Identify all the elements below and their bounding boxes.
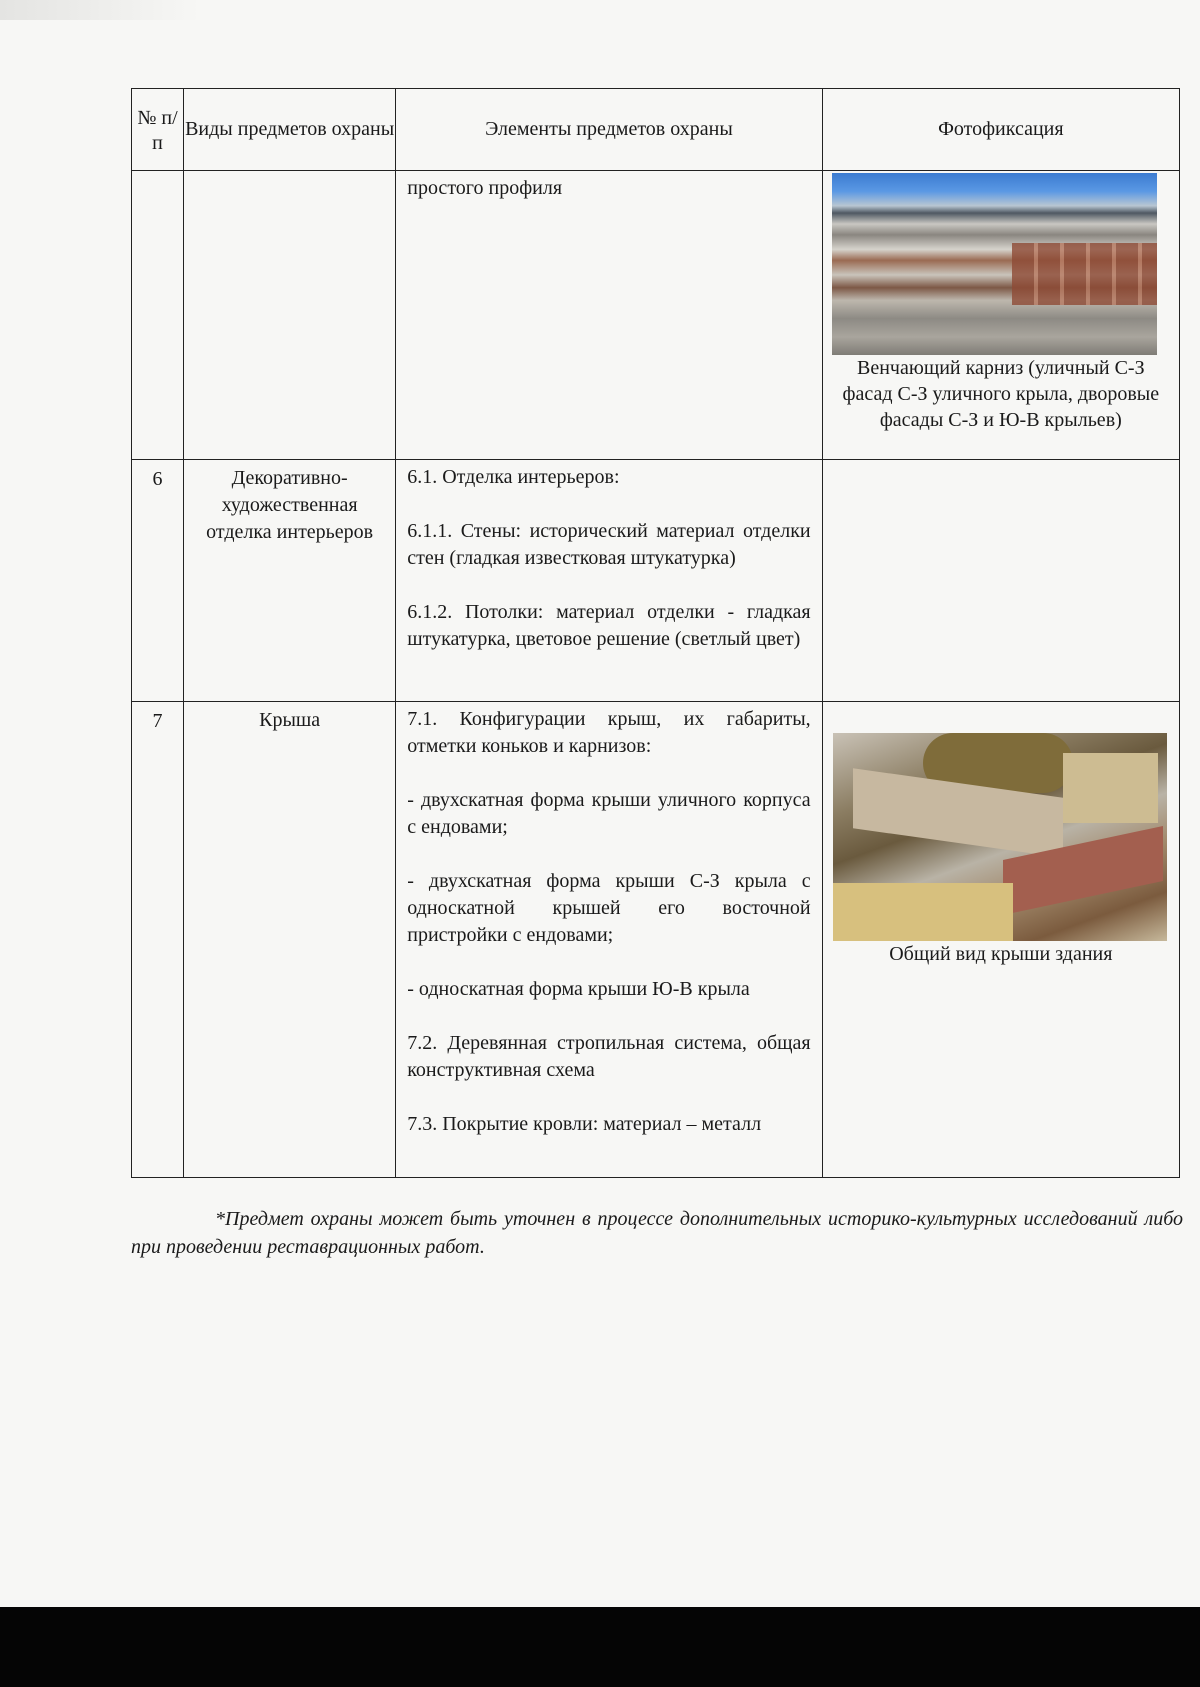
table-row	[132, 171, 1180, 460]
element-item: 6.1. Отделка интерьеров:	[407, 466, 620, 488]
cornice-photo	[832, 173, 1157, 355]
row-photo	[822, 171, 1179, 460]
header-photo: Фотофиксация	[822, 89, 1179, 171]
row-number: 6	[132, 460, 184, 702]
element-item: - двухскатная форма крыши уличного корпуса с ендовами;	[407, 789, 811, 838]
table-row	[132, 702, 1180, 1178]
row-kind: Крыша	[184, 702, 396, 1178]
element-item: 7.1. Конфигурации крыш, их габариты, отметки коньков и карнизов:	[407, 708, 811, 757]
roof-photo	[833, 733, 1167, 941]
element-item: - односкатная форма крыши Ю-В крыла	[407, 978, 750, 1000]
photo-caption: Венчающий карниз (уличный С-З фасад С-З уличного крыла, дворовые фасады С-З и Ю-В крыльев)	[842, 357, 1160, 431]
row-number: 7	[132, 702, 184, 1178]
row-elements	[396, 460, 822, 702]
scan-edge	[0, 0, 200, 20]
header-number: № п/ п	[132, 89, 184, 171]
row-kind: Декоративно-художественная отделка интерьеров	[184, 460, 396, 702]
element-item: 6.1.2. Потолки: материал отделки - гладкая штукатурка, цветовое решение (светлый цвет)	[407, 601, 811, 650]
photo-caption: Общий вид крыши здания	[889, 943, 1113, 965]
row-photo	[822, 460, 1179, 702]
row-photo	[822, 702, 1179, 1178]
element-item: 7.2. Деревянная стропильная система, общая конструктивная схема	[407, 1032, 811, 1081]
row-kind	[184, 171, 396, 460]
scan-black-band	[0, 1607, 1200, 1687]
element-item: простого профиля	[407, 177, 563, 199]
row-elements	[396, 171, 822, 460]
row-elements	[396, 702, 822, 1178]
footnote: *Предмет охраны может быть уточнен в процессе дополнительных историко-культурных исследований либо при проведении реставрационных работ.	[131, 1208, 1183, 1258]
table-row	[132, 460, 1180, 702]
header-elements: Элементы предметов охраны	[396, 89, 822, 171]
row-number	[132, 171, 184, 460]
header-kind: Виды предметов охраны	[184, 89, 396, 171]
protection-table	[131, 88, 1180, 1178]
element-item: 7.3. Покрытие кровли: материал – металл	[407, 1113, 762, 1135]
element-item: - двухскатная форма крыши С-З крыла с односкатной крышей его восточной пристройки с ендовами;	[407, 870, 811, 946]
element-item: 6.1.1. Стены: исторический материал отделки стен (гладкая известковая штукатурка)	[407, 520, 811, 569]
table-header-row	[132, 89, 1180, 171]
